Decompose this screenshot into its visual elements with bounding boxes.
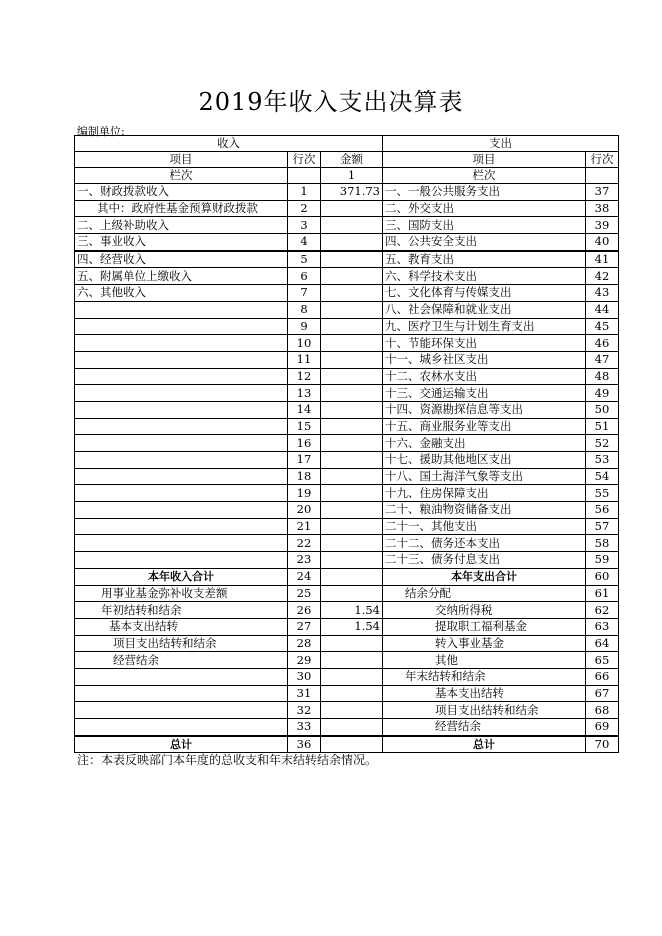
expense-item: 提取职工福利基金: [383, 618, 586, 635]
income-item: 六、其他收入: [75, 285, 288, 302]
expense-column-label: 栏次: [383, 168, 586, 184]
expense-item: 交纳所得税: [383, 602, 586, 619]
amount-header: 金额: [321, 152, 383, 168]
table-row: [75, 385, 619, 402]
table-row: [75, 468, 619, 485]
income-amount: [321, 268, 383, 285]
income-item: [75, 702, 288, 719]
income-line-no: 4: [288, 234, 321, 251]
income-line-no: 5: [288, 251, 321, 268]
expense-line-no: 63: [586, 618, 619, 635]
expense-item: 七、文化体育与传媒支出: [383, 285, 586, 302]
income-line-no: 23: [288, 552, 321, 569]
table-row: [75, 535, 619, 552]
expense-line-no: 56: [586, 502, 619, 519]
income-line-header: 行次: [288, 152, 321, 168]
income-line-no: 21: [288, 518, 321, 535]
expense-item: 十五、商业服务业等支出: [383, 418, 586, 435]
table-row: [75, 602, 619, 619]
income-item: [75, 719, 288, 736]
income-item: [75, 468, 288, 485]
income-amount: [321, 485, 383, 502]
income-line-no: 33: [288, 719, 321, 736]
table-row: [75, 184, 619, 201]
expense-item: 一、一般公共服务支出: [383, 184, 586, 201]
table-row: [75, 702, 619, 719]
expense-item: 项目支出结转和结余: [383, 702, 586, 719]
income-item: [75, 518, 288, 535]
income-amount: [321, 585, 383, 602]
income-line-no: 2: [288, 200, 321, 217]
income-amount: [321, 335, 383, 352]
income-line-no: 9: [288, 318, 321, 335]
expense-line-no: 51: [586, 418, 619, 435]
income-line-no: 17: [288, 452, 321, 469]
income-line-no: 15: [288, 418, 321, 435]
column-number: 1: [321, 168, 383, 184]
expense-item: 十八、国土海洋气象等支出: [383, 468, 586, 485]
expense-item: 本年支出合计: [383, 568, 586, 585]
income-line-no: 28: [288, 635, 321, 652]
income-line-no: 26: [288, 602, 321, 619]
income-line-no: 8: [288, 301, 321, 318]
income-amount: [321, 552, 383, 569]
expense-line-no: 61: [586, 585, 619, 602]
table-row: [75, 200, 619, 217]
expense-item-header: 项目: [383, 152, 586, 168]
expense-item: 五、教育支出: [383, 251, 586, 268]
expense-item: 十、节能环保支出: [383, 335, 586, 352]
income-line-no: 1: [288, 184, 321, 201]
expense-header: 支出: [383, 136, 619, 152]
income-item: 项目支出结转和结余: [75, 635, 288, 652]
expense-line-no: 52: [586, 435, 619, 452]
income-amount: [321, 452, 383, 469]
table-row: [75, 685, 619, 702]
income-item: 其中：政府性基金预算财政拨款: [75, 200, 288, 217]
table-row: [75, 618, 619, 635]
table-row: [75, 452, 619, 469]
income-item: [75, 301, 288, 318]
table-row: [75, 217, 619, 234]
expense-item: 二、外交支出: [383, 200, 586, 217]
income-item: 一、财政拨款收入: [75, 184, 288, 201]
table-row: [75, 285, 619, 302]
income-amount: [321, 685, 383, 702]
expense-line-no: 70: [586, 736, 619, 753]
income-amount: [321, 234, 383, 251]
expense-line-no: 38: [586, 200, 619, 217]
income-line-no: 11: [288, 351, 321, 368]
table-row: [75, 652, 619, 669]
income-line-no: 16: [288, 435, 321, 452]
income-item: [75, 385, 288, 402]
income-amount: [321, 702, 383, 719]
income-item: [75, 668, 288, 685]
income-line-no: 27: [288, 618, 321, 635]
expense-item: 二十一、其他支出: [383, 518, 586, 535]
table-row: [75, 568, 619, 585]
table-row: [75, 552, 619, 569]
expense-line-no: 41: [586, 251, 619, 268]
income-line-no: 24: [288, 568, 321, 585]
income-item: 四、经营收入: [75, 251, 288, 268]
income-amount: [321, 635, 383, 652]
expense-line-no: 43: [586, 285, 619, 302]
income-line-no: 30: [288, 668, 321, 685]
expense-item: 十一、城乡社区支出: [383, 351, 586, 368]
expense-item: 十九、住房保障支出: [383, 485, 586, 502]
income-amount: [321, 217, 383, 234]
income-amount: [321, 668, 383, 685]
unit-label: 编制单位:: [77, 125, 125, 138]
income-item: 二、上级补助收入: [75, 217, 288, 234]
income-line-no: 31: [288, 685, 321, 702]
expense-item: 二十三、债务付息支出: [383, 552, 586, 569]
income-item-header: 项目: [75, 152, 288, 168]
footnote: 注：本表反映部门本年度的总收支和年末结转结余情况。: [77, 753, 378, 767]
income-item: 经营结余: [75, 652, 288, 669]
income-line-no: 22: [288, 535, 321, 552]
expense-item: 二十、粮油物资储备支出: [383, 502, 586, 519]
expense-line-no: 47: [586, 351, 619, 368]
table-row: [75, 368, 619, 385]
income-amount: 371.73: [321, 184, 383, 201]
income-amount: [321, 368, 383, 385]
table-row: [75, 719, 619, 736]
expense-line-no: 54: [586, 468, 619, 485]
table-row: [75, 234, 619, 251]
income-amount: [321, 418, 383, 435]
expense-line-no: 53: [586, 452, 619, 469]
income-item: [75, 502, 288, 519]
income-item: [75, 318, 288, 335]
expense-line-no: 65: [586, 652, 619, 669]
expense-line-no: 45: [586, 318, 619, 335]
income-line-no: 10: [288, 335, 321, 352]
table-row: [75, 668, 619, 685]
income-amount: [321, 351, 383, 368]
income-amount: [321, 385, 383, 402]
expense-line-header: 行次: [586, 152, 619, 168]
income-amount: [321, 468, 383, 485]
income-amount: [321, 652, 383, 669]
income-line-no: 7: [288, 285, 321, 302]
income-item: [75, 535, 288, 552]
expense-item: 其他: [383, 652, 586, 669]
table-row: [75, 585, 619, 602]
table-row: [75, 335, 619, 352]
expense-line-no: 50: [586, 401, 619, 418]
expense-column-blank: [586, 168, 619, 184]
expense-item: 结余分配: [383, 585, 586, 602]
income-item: [75, 368, 288, 385]
income-item: 用事业基金弥补收支差额: [75, 585, 288, 602]
expense-line-no: 66: [586, 668, 619, 685]
income-item: 总计: [75, 736, 288, 753]
table-row: [75, 635, 619, 652]
income-amount: 1.54: [321, 618, 383, 635]
expense-line-no: 67: [586, 685, 619, 702]
income-line-no: 36: [288, 736, 321, 753]
report-title: 2019年收入支出决算表: [198, 88, 464, 116]
income-line-no: 20: [288, 502, 321, 519]
income-item: [75, 335, 288, 352]
table-row: [75, 268, 619, 285]
income-amount: [321, 502, 383, 519]
table-row: [75, 401, 619, 418]
expense-item: 十七、援助其他地区支出: [383, 452, 586, 469]
expense-item: 总计: [383, 736, 586, 753]
table-row: [75, 518, 619, 535]
table-row: [75, 301, 619, 318]
expense-line-no: 48: [586, 368, 619, 385]
income-line-no: 6: [288, 268, 321, 285]
expense-item: 经营结余: [383, 719, 586, 736]
table-row: [75, 485, 619, 502]
income-amount: 1.54: [321, 602, 383, 619]
report-table: [74, 135, 619, 753]
income-column-label: 栏次: [75, 168, 288, 184]
income-item: [75, 485, 288, 502]
expense-line-no: 60: [586, 568, 619, 585]
income-item: 三、事业收入: [75, 234, 288, 251]
expense-line-no: 57: [586, 518, 619, 535]
income-item: [75, 435, 288, 452]
income-item: 基本支出结转: [75, 618, 288, 635]
expense-line-no: 40: [586, 234, 619, 251]
expense-line-no: 55: [586, 485, 619, 502]
income-line-no: 18: [288, 468, 321, 485]
table-row: [75, 502, 619, 519]
expense-line-no: 42: [586, 268, 619, 285]
income-amount: [321, 535, 383, 552]
expense-item: 基本支出结转: [383, 685, 586, 702]
expense-line-no: 39: [586, 217, 619, 234]
income-amount: [321, 719, 383, 736]
expense-line-no: 58: [586, 535, 619, 552]
income-amount: [321, 568, 383, 585]
income-amount: [321, 435, 383, 452]
income-line-no: 19: [288, 485, 321, 502]
income-line-no: 12: [288, 368, 321, 385]
income-amount: [321, 401, 383, 418]
expense-item: 十三、交通运输支出: [383, 385, 586, 402]
expense-item: 八、社会保障和就业支出: [383, 301, 586, 318]
income-line-no: 14: [288, 401, 321, 418]
expense-item: 二十二、债务还本支出: [383, 535, 586, 552]
income-item: [75, 452, 288, 469]
income-item: [75, 351, 288, 368]
income-amount: [321, 518, 383, 535]
income-item: [75, 552, 288, 569]
expense-line-no: 44: [586, 301, 619, 318]
income-header: 收入: [75, 136, 383, 152]
table-row: [75, 318, 619, 335]
expense-item: 年末结转和结余: [383, 668, 586, 685]
income-item: 年初结转和结余: [75, 602, 288, 619]
expense-line-no: 49: [586, 385, 619, 402]
table-row: [75, 435, 619, 452]
income-column-blank: [288, 168, 321, 184]
income-amount: [321, 285, 383, 302]
expense-line-no: 69: [586, 719, 619, 736]
expense-line-no: 64: [586, 635, 619, 652]
income-amount: [321, 318, 383, 335]
expense-item: 六、科学技术支出: [383, 268, 586, 285]
income-item: 五、附属单位上缴收入: [75, 268, 288, 285]
expense-item: 十四、资源勘探信息等支出: [383, 401, 586, 418]
income-line-no: 13: [288, 385, 321, 402]
expense-item: 十二、农林水支出: [383, 368, 586, 385]
income-line-no: 29: [288, 652, 321, 669]
income-amount: [321, 301, 383, 318]
income-item: 本年收入合计: [75, 568, 288, 585]
table-row: [75, 418, 619, 435]
expense-line-no: 59: [586, 552, 619, 569]
income-amount: [321, 200, 383, 217]
income-amount: [321, 251, 383, 268]
expense-item: 九、医疗卫生与计划生育支出: [383, 318, 586, 335]
table-row: [75, 251, 619, 268]
income-line-no: 3: [288, 217, 321, 234]
expense-item: 转入事业基金: [383, 635, 586, 652]
expense-line-no: 46: [586, 335, 619, 352]
income-line-no: 32: [288, 702, 321, 719]
income-item: [75, 685, 288, 702]
expense-item: 四、公共安全支出: [383, 234, 586, 251]
income-item: [75, 418, 288, 435]
expense-item: 十六、金融支出: [383, 435, 586, 452]
expense-line-no: 68: [586, 702, 619, 719]
expense-line-no: 37: [586, 184, 619, 201]
table-row: [75, 351, 619, 368]
expense-item: 三、国防支出: [383, 217, 586, 234]
expense-line-no: 62: [586, 602, 619, 619]
income-item: [75, 401, 288, 418]
income-line-no: 25: [288, 585, 321, 602]
